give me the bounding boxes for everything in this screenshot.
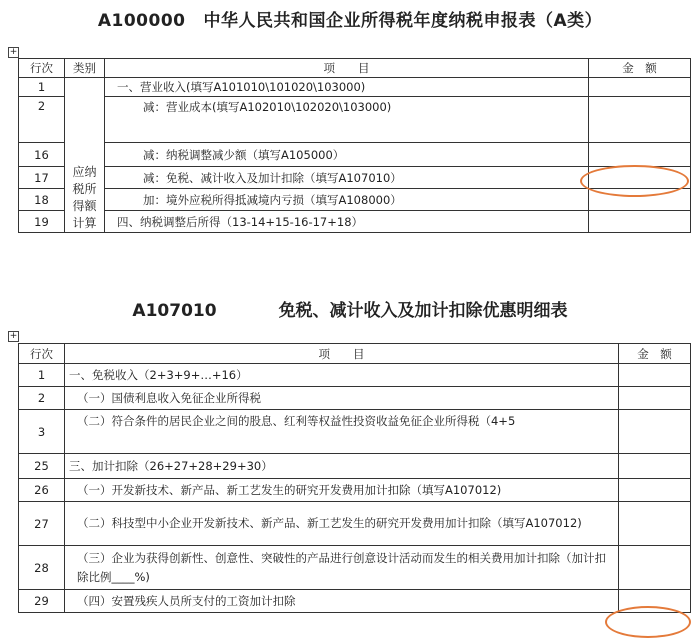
row-number: 2 [19, 97, 65, 143]
row-item: 减：免税、减计收入及加计扣除（填写A107010） [105, 167, 589, 189]
amount-cell[interactable] [589, 143, 691, 167]
row-item: 三、加计扣除（26+27+28+29+30） [65, 454, 619, 479]
header-row-no: 行次 [19, 59, 65, 78]
form2-code: A107010 [132, 301, 217, 321]
table-row [19, 211, 691, 233]
row-number: 16 [19, 143, 65, 167]
row-number: 29 [19, 590, 65, 613]
row-number: 18 [19, 189, 65, 211]
row-item: 四、纳税调整后所得（13-14+15-16-17+18） [105, 211, 589, 233]
row-item: 减：营业成本(填写A102010\102020\103000) [105, 97, 589, 143]
category-text: 应纳税所得额计算 [72, 165, 97, 230]
table-row [19, 364, 691, 387]
form1-table [18, 58, 691, 233]
table-row [19, 546, 691, 590]
table-row [19, 387, 691, 410]
highlight-circle-row17 [580, 165, 689, 197]
amount-cell[interactable] [619, 454, 691, 479]
row-number: 1 [19, 364, 65, 387]
amount-cell[interactable] [619, 479, 691, 502]
table-row [19, 189, 691, 211]
row-number: 25 [19, 454, 65, 479]
expand-icon[interactable]: + [9, 331, 18, 341]
table-row [19, 97, 691, 143]
table-row [19, 454, 691, 479]
row-item: （二）符合条件的居民企业之间的股息、红利等权益性投资收益免征企业所得税（4+5 [65, 410, 619, 454]
row-item: （一）开发新技术、新产品、新工艺发生的研究开发费用加计扣除（填写A107012) [65, 479, 619, 502]
table-row [19, 502, 691, 546]
amount-cell[interactable] [589, 97, 691, 143]
table-row [19, 410, 691, 454]
row-number: 17 [19, 167, 65, 189]
row-number: 19 [19, 211, 65, 233]
row-number: 2 [19, 387, 65, 410]
header-row-no: 行次 [19, 344, 65, 364]
header-category: 类别 [65, 59, 105, 78]
form1-title [0, 6, 700, 31]
category-cell [65, 78, 105, 233]
row-item: 一、免税收入（2+3+9+…+16） [65, 364, 619, 387]
form2-table [18, 343, 691, 613]
row-item: （四）安置残疾人员所支付的工资加计扣除 [65, 590, 619, 613]
table-row [19, 590, 691, 613]
header-amount: 金 额 [589, 59, 691, 78]
row-number: 26 [19, 479, 65, 502]
table-header-row [19, 59, 691, 78]
form2-title-text: 免税、减计收入及加计扣除优惠明细表 [278, 301, 568, 321]
amount-cell[interactable] [619, 364, 691, 387]
highlight-circle-row29 [605, 606, 691, 638]
row-number: 27 [19, 502, 65, 546]
form1-title-text: 中华人民共和国企业所得税年度纳税申报表（A类） [203, 11, 603, 31]
row-item: （二）科技型中小企业开发新技术、新产品、新工艺发生的研究开发费用加计扣除（填写A107012) [65, 502, 619, 546]
row-number: 1 [19, 78, 65, 97]
row-item: （一）国债利息收入免征企业所得税 [65, 387, 619, 410]
form2-title [0, 296, 700, 321]
expand-icon[interactable]: + [9, 47, 18, 57]
header-item: 项 目 [65, 344, 619, 364]
table-row [19, 78, 691, 97]
form1-code: A100000 [97, 11, 186, 31]
amount-cell[interactable] [619, 410, 691, 454]
row-number: 28 [19, 546, 65, 590]
row-item: （三）企业为获得创新性、创意性、突破性的产品进行创意设计活动而发生的相关费用加计扣除（加计扣除比例____%) [65, 546, 619, 590]
table-row [19, 143, 691, 167]
amount-cell[interactable] [619, 502, 691, 546]
amount-cell[interactable] [589, 211, 691, 233]
amount-cell[interactable] [619, 546, 691, 590]
header-amount: 金 额 [619, 344, 691, 364]
row-number: 3 [19, 410, 65, 454]
row-item: 加：境外应税所得抵减境内亏损（填写A108000） [105, 189, 589, 211]
amount-cell[interactable] [589, 78, 691, 97]
table-row [19, 479, 691, 502]
amount-cell[interactable] [619, 387, 691, 410]
table-header-row [19, 344, 691, 364]
row-item: 减：纳税调整减少额（填写A105000） [105, 143, 589, 167]
row-item: 一、营业收入(填写A101010\101020\103000) [105, 78, 589, 97]
header-item: 项 目 [105, 59, 589, 78]
